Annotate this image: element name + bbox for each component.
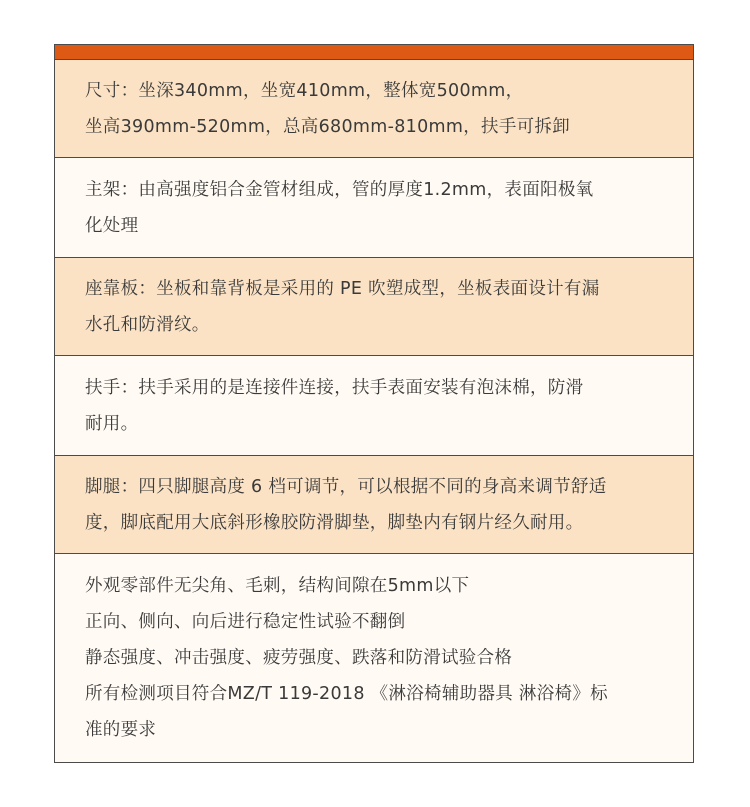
spec-line: 扶手：扶手采用的是连接件连接，扶手表面安装有泡沫棉，防滑 xyxy=(85,377,584,398)
spec-row-text xyxy=(85,73,570,145)
spec-line: 所有检测项目符合MZ/T 119-2018 《淋浴椅辅助器具 淋浴椅》标 xyxy=(85,684,608,704)
spec-table xyxy=(54,44,694,763)
spec-row-seat-backrest xyxy=(55,258,693,356)
spec-row-armrest xyxy=(55,356,693,456)
spec-line: 准的要求 xyxy=(85,720,157,740)
spec-row-text xyxy=(85,469,607,541)
spec-line: 坐高390mm-520mm，总高680mm-810mm，扶手可拆卸 xyxy=(85,116,571,137)
table-header-bar xyxy=(55,45,693,60)
spec-line: 脚腿：四只脚腿高度 6 档可调节，可以根据不同的身高来调节舒适 xyxy=(85,476,607,497)
spec-line: 化处理 xyxy=(85,215,139,236)
spec-row-testing xyxy=(55,554,693,762)
spec-line: 主架：由高强度铝合金管材组成，管的厚度1.2mm，表面阳极氧 xyxy=(85,179,594,200)
spec-row-text xyxy=(85,568,608,748)
spec-line: 静态强度、冲击强度、疲劳强度、跌落和防滑试验合格 xyxy=(85,648,513,668)
spec-line: 正向、侧向、向后进行稳定性试验不翻倒 xyxy=(85,612,406,632)
spec-row-frame xyxy=(55,158,693,258)
spec-line: 度，脚底配用大底斜形橡胶防滑脚垫，脚垫内有钢片经久耐用。 xyxy=(85,512,584,533)
spec-row-text xyxy=(85,271,600,343)
spec-line: 尺寸：坐深340mm，坐宽410mm，整体宽500mm， xyxy=(85,80,524,101)
spec-row-text xyxy=(85,370,583,442)
spec-row-text xyxy=(85,172,593,244)
spec-line: 座靠板：坐板和靠背板是采用的 PE 吹塑成型，坐板表面设计有漏 xyxy=(85,278,600,299)
spec-row-dimensions xyxy=(55,60,693,158)
spec-line: 水孔和防滑纹。 xyxy=(85,314,210,335)
spec-row-legs xyxy=(55,456,693,554)
spec-line: 外观零部件无尖角、毛刺，结构间隙在5mm以下 xyxy=(85,576,470,596)
spec-line: 耐用。 xyxy=(85,413,139,434)
